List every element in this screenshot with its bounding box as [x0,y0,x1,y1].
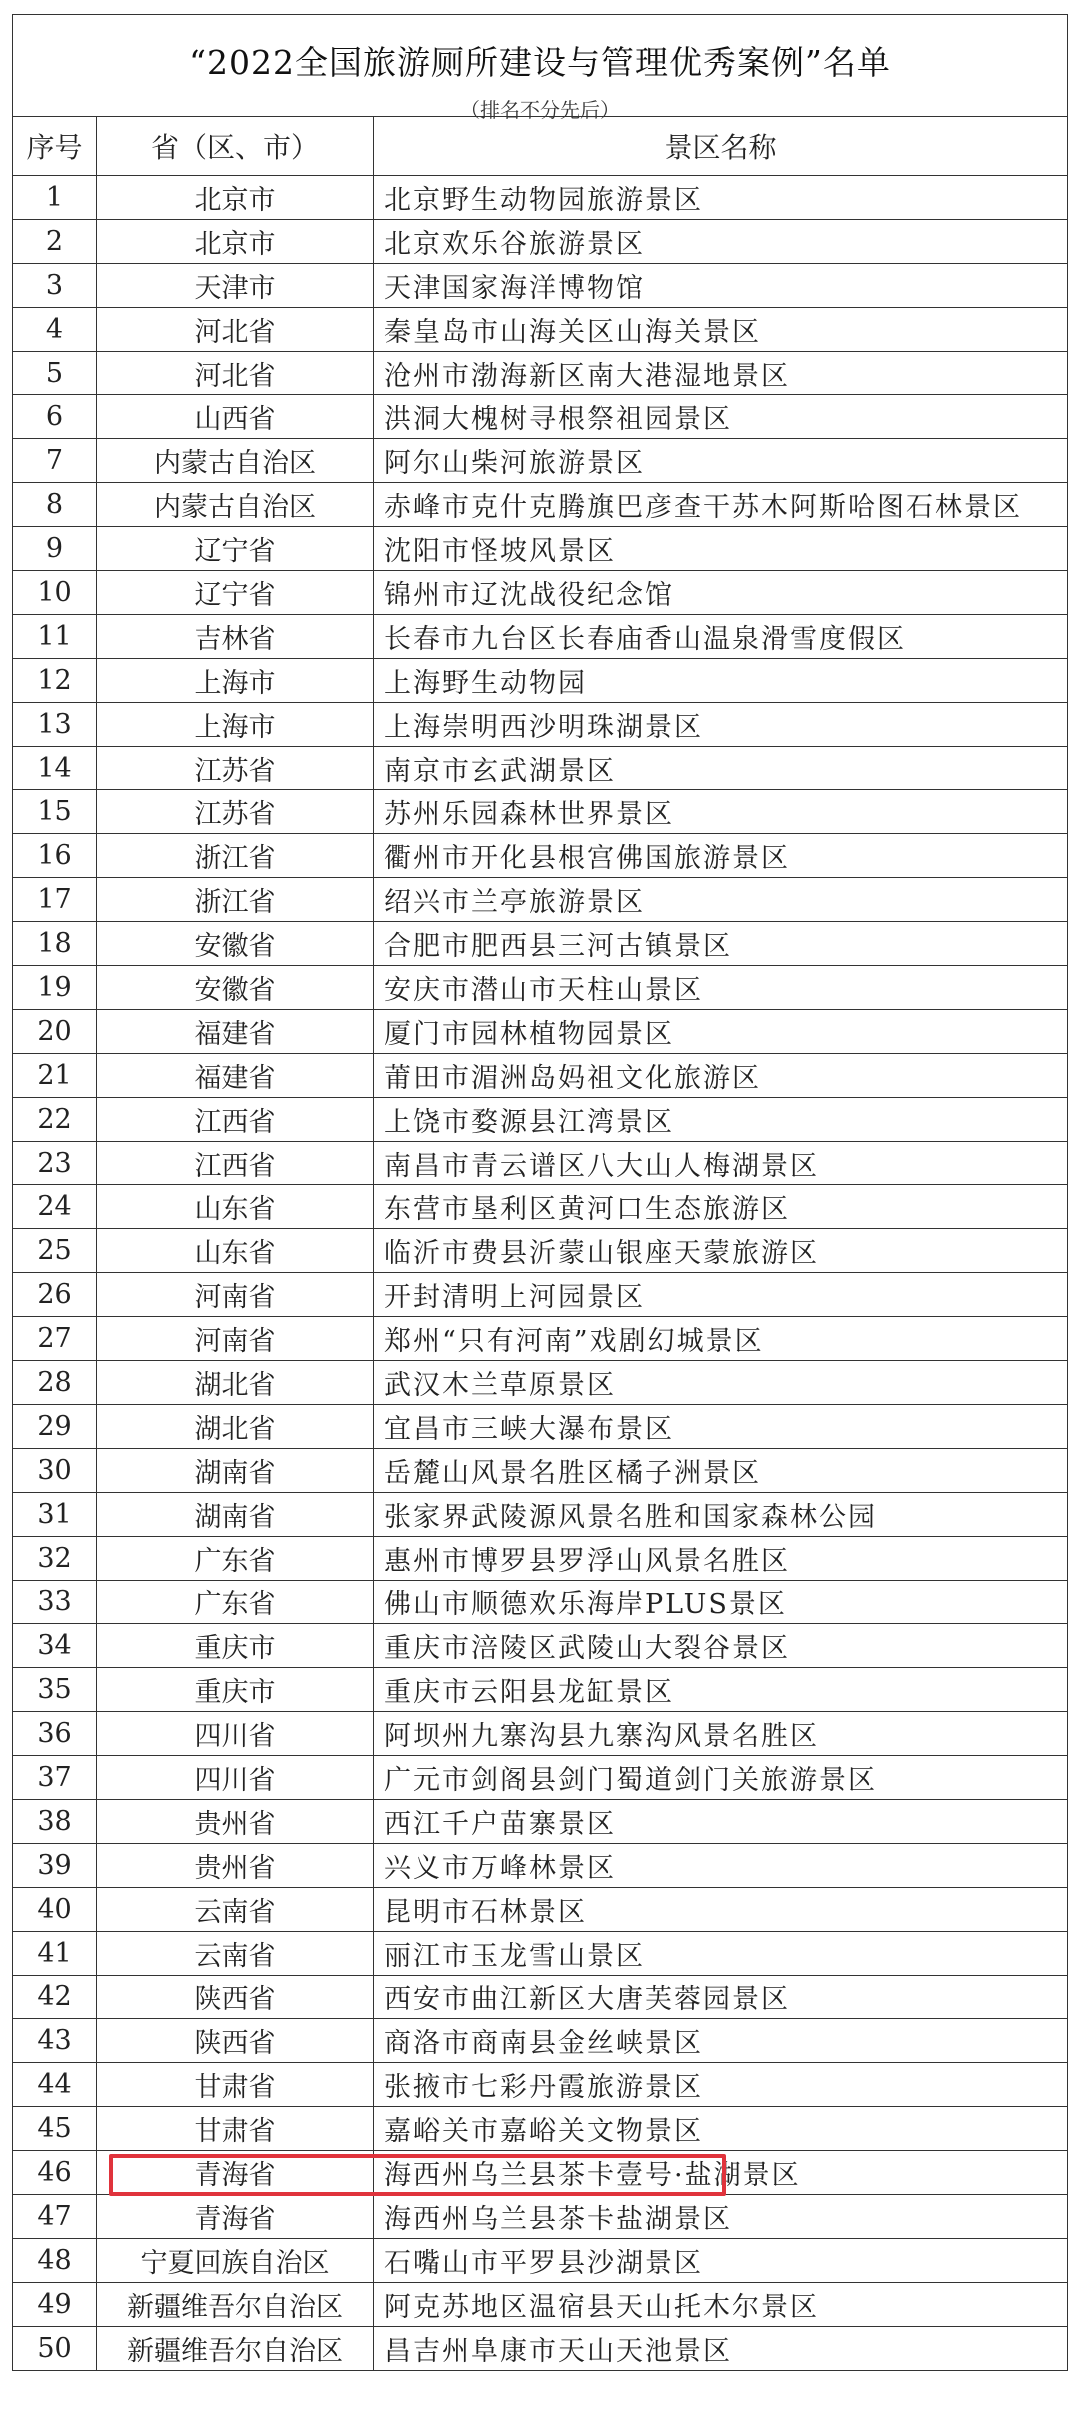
cell-scenic-name: 阿尔山柴河旅游景区 [374,439,1068,483]
cell-province: 甘肃省 [97,2063,374,2107]
cell-province: 河北省 [97,351,374,395]
cell-province: 广东省 [97,1536,374,1580]
cell-index: 31 [13,1492,97,1536]
cell-index: 47 [13,2194,97,2238]
table-row [13,1975,1068,2019]
table-row [13,307,1068,351]
table-row [13,1229,1068,1273]
cell-scenic-name: 郑州“只有河南”戏剧幻城景区 [374,1317,1068,1361]
table-row [13,834,1068,878]
table-row [13,1668,1068,1712]
cell-province: 山东省 [97,1185,374,1229]
cell-index: 9 [13,527,97,571]
table-row [13,219,1068,263]
cell-scenic-name: 嘉峪关市嘉峪关文物景区 [374,2107,1068,2151]
cell-index: 35 [13,1668,97,1712]
cell-scenic-name: 昆明市石林景区 [374,1887,1068,1931]
cell-index: 42 [13,1975,97,2019]
cell-index: 4 [13,307,97,351]
table-body [13,176,1068,2371]
table-row [13,922,1068,966]
cell-province: 湖北省 [97,1404,374,1448]
cell-scenic-name: 南昌市青云谱区八大山人梅湖景区 [374,1141,1068,1185]
cell-scenic-name: 开封清明上河园景区 [374,1273,1068,1317]
cell-scenic-name: 阿克苏地区温宿县天山托木尔景区 [374,2282,1068,2326]
table-row [13,1141,1068,1185]
table-row [13,2238,1068,2282]
cell-scenic-name: 惠州市博罗县罗浮山风景名胜区 [374,1536,1068,1580]
cell-index: 38 [13,1799,97,1843]
cell-scenic-name: 安庆市潜山市天柱山景区 [374,966,1068,1010]
cell-scenic-name: 重庆市云阳县龙缸景区 [374,1668,1068,1712]
scenic-area-table [12,116,1068,2371]
table-row [13,1536,1068,1580]
cell-province: 山东省 [97,1229,374,1273]
page-subtitle: （排名不分先后） [460,98,620,122]
table-row [13,1053,1068,1097]
cell-scenic-name: 岳麓山风景名胜区橘子洲景区 [374,1448,1068,1492]
cell-province: 重庆市 [97,1668,374,1712]
cell-index: 37 [13,1756,97,1800]
cell-scenic-name: 商洛市商南县金丝峡景区 [374,2019,1068,2063]
cell-province: 重庆市 [97,1624,374,1668]
cell-index: 48 [13,2238,97,2282]
header-scenic-name: 景区名称 [374,117,1068,176]
cell-scenic-name: 绍兴市兰亭旅游景区 [374,878,1068,922]
cell-scenic-name: 苏州乐园森林世界景区 [374,790,1068,834]
cell-scenic-name: 洪洞大槐树寻根祭祖园景区 [374,395,1068,439]
cell-index: 16 [13,834,97,878]
cell-province: 上海市 [97,702,374,746]
cell-scenic-name: 上海崇明西沙明珠湖景区 [374,702,1068,746]
table-row [13,1799,1068,1843]
cell-index: 11 [13,614,97,658]
cell-province: 河北省 [97,307,374,351]
cell-province: 青海省 [97,2151,374,2195]
cell-scenic-name: 西江千户苗寨景区 [374,1799,1068,1843]
table-row [13,1273,1068,1317]
table-row [13,2194,1068,2238]
table-row [13,614,1068,658]
cell-index: 1 [13,176,97,220]
cell-index: 24 [13,1185,97,1229]
cell-province: 浙江省 [97,878,374,922]
table-row [13,1492,1068,1536]
cell-province: 江西省 [97,1141,374,1185]
cell-index: 14 [13,746,97,790]
cell-scenic-name: 丽江市玉龙雪山景区 [374,1931,1068,1975]
cell-province: 江苏省 [97,746,374,790]
cell-province: 辽宁省 [97,571,374,615]
cell-index: 30 [13,1448,97,1492]
cell-index: 23 [13,1141,97,1185]
cell-scenic-name: 兴义市万峰林景区 [374,1843,1068,1887]
cell-index: 22 [13,1097,97,1141]
cell-province: 浙江省 [97,834,374,878]
cell-province: 天津市 [97,263,374,307]
cell-province: 四川省 [97,1756,374,1800]
cell-scenic-name: 沧州市渤海新区南大港湿地景区 [374,351,1068,395]
cell-province: 福建省 [97,1053,374,1097]
cell-index: 19 [13,966,97,1010]
cell-index: 3 [13,263,97,307]
cell-index: 40 [13,1887,97,1931]
cell-index: 8 [13,483,97,527]
cell-scenic-name: 锦州市辽沈战役纪念馆 [374,571,1068,615]
cell-province: 辽宁省 [97,527,374,571]
cell-index: 41 [13,1931,97,1975]
cell-province: 广东省 [97,1580,374,1624]
cell-province: 河南省 [97,1317,374,1361]
header-index: 序号 [13,117,97,176]
cell-index: 5 [13,351,97,395]
cell-scenic-name: 南京市玄武湖景区 [374,746,1068,790]
cell-index: 6 [13,395,97,439]
cell-province: 甘肃省 [97,2107,374,2151]
table-row [13,1580,1068,1624]
table-row [13,351,1068,395]
cell-province: 贵州省 [97,1799,374,1843]
cell-province: 内蒙古自治区 [97,439,374,483]
cell-index: 12 [13,658,97,702]
table-row [13,1361,1068,1405]
cell-scenic-name: 广元市剑阁县剑门蜀道剑门关旅游景区 [374,1756,1068,1800]
cell-scenic-name: 重庆市涪陵区武陵山大裂谷景区 [374,1624,1068,1668]
cell-index: 10 [13,571,97,615]
table-row [13,966,1068,1010]
cell-province: 云南省 [97,1887,374,1931]
cell-index: 2 [13,219,97,263]
table-row [13,1317,1068,1361]
cell-scenic-name: 东营市垦利区黄河口生态旅游区 [374,1185,1068,1229]
page-title: “2022全国旅游厕所建设与管理优秀案例”名单 [189,43,891,82]
cell-index: 33 [13,1580,97,1624]
table-row [13,746,1068,790]
title-block [12,14,1068,122]
table-row [13,1448,1068,1492]
cell-scenic-name: 宜昌市三峡大瀑布景区 [374,1404,1068,1448]
cell-index: 49 [13,2282,97,2326]
cell-scenic-name: 张家界武陵源风景名胜和国家森林公园 [374,1492,1068,1536]
cell-index: 21 [13,1053,97,1097]
cell-index: 39 [13,1843,97,1887]
cell-scenic-name: 北京欢乐谷旅游景区 [374,219,1068,263]
cell-scenic-name: 北京野生动物园旅游景区 [374,176,1068,220]
cell-province: 四川省 [97,1712,374,1756]
cell-scenic-name: 阿坝州九寨沟县九寨沟风景名胜区 [374,1712,1068,1756]
table-row [13,395,1068,439]
cell-index: 18 [13,922,97,966]
table-row [13,1404,1068,1448]
cell-scenic-name: 莆田市湄洲岛妈祖文化旅游区 [374,1053,1068,1097]
cell-province: 北京市 [97,219,374,263]
cell-province: 宁夏回族自治区 [97,2238,374,2282]
cell-scenic-name: 佛山市顺德欢乐海岸PLUS景区 [374,1580,1068,1624]
table-row [13,1009,1068,1053]
cell-index: 46 [13,2151,97,2195]
cell-index: 20 [13,1009,97,1053]
cell-scenic-name: 沈阳市怪坡风景区 [374,527,1068,571]
cell-index: 28 [13,1361,97,1405]
cell-province: 内蒙古自治区 [97,483,374,527]
table-row [13,439,1068,483]
cell-province: 湖南省 [97,1448,374,1492]
cell-scenic-name: 昌吉州阜康市天山天池景区 [374,2326,1068,2370]
cell-scenic-name: 张掖市七彩丹霞旅游景区 [374,2063,1068,2107]
table-row [13,702,1068,746]
cell-index: 7 [13,439,97,483]
table-row [13,571,1068,615]
table-row [13,878,1068,922]
cell-province: 新疆维吾尔自治区 [97,2326,374,2370]
cell-province: 安徽省 [97,966,374,1010]
table-row [13,1712,1068,1756]
table-row [13,1931,1068,1975]
cell-scenic-name: 临沂市费县沂蒙山银座天蒙旅游区 [374,1229,1068,1273]
cell-index: 43 [13,2019,97,2063]
cell-index: 15 [13,790,97,834]
cell-province: 陕西省 [97,1975,374,2019]
cell-scenic-name: 石嘴山市平罗县沙湖景区 [374,2238,1068,2282]
cell-scenic-name: 武汉木兰草原景区 [374,1361,1068,1405]
table-row [13,1185,1068,1229]
table-header-row [13,117,1068,176]
cell-index: 44 [13,2063,97,2107]
cell-province: 河南省 [97,1273,374,1317]
cell-scenic-name: 西安市曲江新区大唐芙蓉园景区 [374,1975,1068,2019]
table-row [13,1887,1068,1931]
header-province: 省（区、市） [97,117,374,176]
table-row [13,790,1068,834]
cell-index: 50 [13,2326,97,2370]
table-row [13,2282,1068,2326]
highlight-box [109,2154,726,2196]
table-row [13,2326,1068,2370]
cell-index: 25 [13,1229,97,1273]
cell-index: 13 [13,702,97,746]
cell-scenic-name: 海西州乌兰县茶卡盐湖景区 [374,2194,1068,2238]
cell-province: 山西省 [97,395,374,439]
cell-province: 贵州省 [97,1843,374,1887]
cell-scenic-name: 赤峰市克什克腾旗巴彦查干苏木阿斯哈图石林景区 [374,483,1068,527]
cell-scenic-name: 厦门市园林植物园景区 [374,1009,1068,1053]
cell-scenic-name: 上饶市婺源县江湾景区 [374,1097,1068,1141]
cell-province: 上海市 [97,658,374,702]
cell-province: 江西省 [97,1097,374,1141]
cell-scenic-name: 海西州乌兰县茶卡壹号·盐湖景区 [374,2151,1068,2195]
cell-index: 17 [13,878,97,922]
table-row [13,483,1068,527]
table-row [13,2107,1068,2151]
cell-scenic-name: 秦皇岛市山海关区山海关景区 [374,307,1068,351]
cell-index: 32 [13,1536,97,1580]
table-row [13,2063,1068,2107]
cell-province: 湖北省 [97,1361,374,1405]
cell-index: 26 [13,1273,97,1317]
cell-province: 云南省 [97,1931,374,1975]
cell-index: 34 [13,1624,97,1668]
cell-province: 江苏省 [97,790,374,834]
cell-province: 新疆维吾尔自治区 [97,2282,374,2326]
cell-index: 29 [13,1404,97,1448]
cell-index: 27 [13,1317,97,1361]
cell-scenic-name: 上海野生动物园 [374,658,1068,702]
cell-scenic-name: 合肥市肥西县三河古镇景区 [374,922,1068,966]
table-row [13,1756,1068,1800]
cell-province: 陕西省 [97,2019,374,2063]
table-row [13,1624,1068,1668]
table-row [13,527,1068,571]
table-row [13,658,1068,702]
cell-scenic-name: 天津国家海洋博物馆 [374,263,1068,307]
cell-province: 福建省 [97,1009,374,1053]
cell-index: 45 [13,2107,97,2151]
cell-province: 湖南省 [97,1492,374,1536]
cell-scenic-name: 衢州市开化县根宫佛国旅游景区 [374,834,1068,878]
table-row [13,2019,1068,2063]
table-row [13,176,1068,220]
table-row [13,263,1068,307]
cell-index: 36 [13,1712,97,1756]
cell-province: 吉林省 [97,614,374,658]
table-row [13,1097,1068,1141]
cell-province: 安徽省 [97,922,374,966]
cell-province: 青海省 [97,2194,374,2238]
cell-province: 北京市 [97,176,374,220]
cell-scenic-name: 长春市九台区长春庙香山温泉滑雪度假区 [374,614,1068,658]
table-row [13,1843,1068,1887]
